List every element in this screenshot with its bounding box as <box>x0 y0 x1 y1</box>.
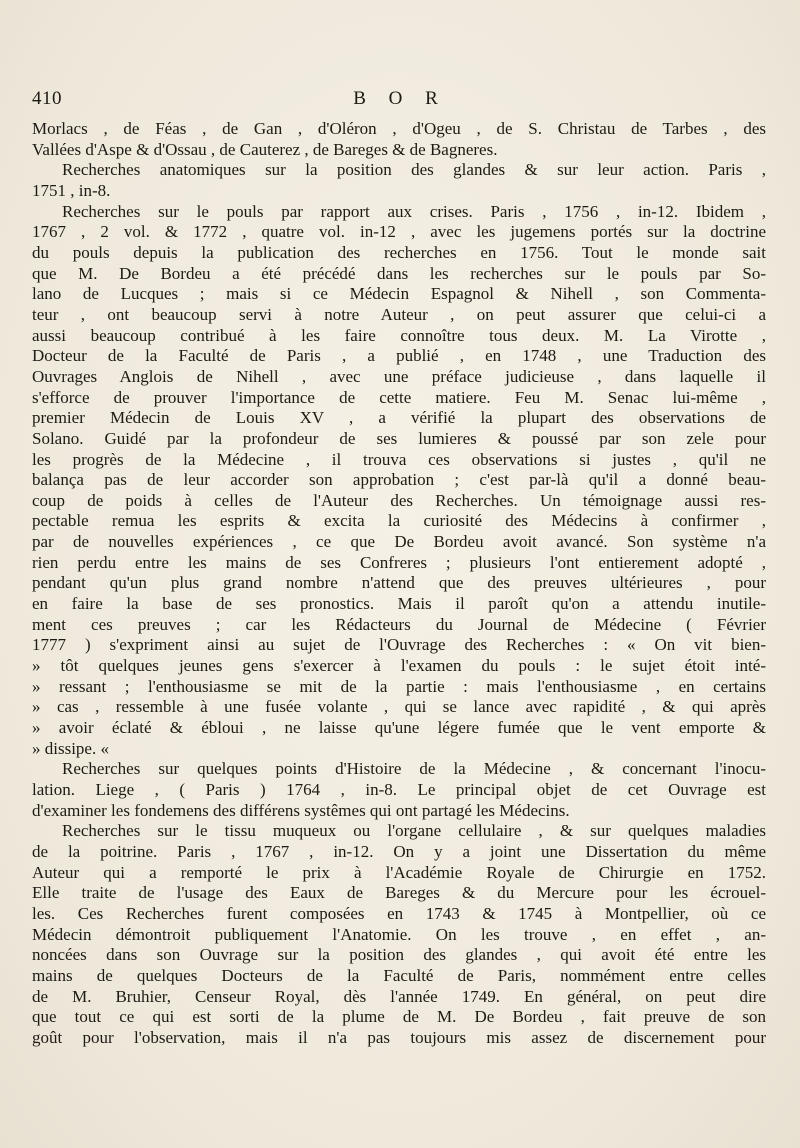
text-line: les progrès de la Médecine , il trouva ces observations si justes , qu'il ne <box>32 449 766 469</box>
body-text <box>32 119 766 1049</box>
text-line: Elle traite de l'usage des Eaux de Bareges & du Mercure pour les écrouel- <box>32 883 766 903</box>
text-line: d'examiner les fondemens des différens systêmes qui ont partagé les Médecins. <box>32 800 570 820</box>
text-line: Recherches sur quelques points d'Histoire de la Médecine , & concernant l'inocu- <box>62 759 766 779</box>
text-line: Vallées d'Aspe & d'Ossau , de Cauterez , de Bareges & de Bagneres. <box>32 139 498 159</box>
text-line: Médecin démontroit publiquement l'Anatomie. On les trouve , en effet , an- <box>32 924 766 944</box>
text-line: lation. Liege , ( Paris ) 1764 , in-8. Le principal objet de cet Ouvrage est <box>32 780 766 799</box>
text-line: » ressant ; l'enthousiasme se mit de la partie : mais l'enthousiasme , en certains <box>32 676 766 696</box>
text-line: pendant qu'un plus grand nombre n'attend que des preuves ultérieures , pour <box>32 573 766 593</box>
text-line: 1767 , 2 vol. & 1772 , quatre vol. in-12 , avec les jugemens portés sur la doctrine <box>32 222 766 242</box>
text-line: Recherches anatomiques sur la position des glandes & sur leur action. Paris , <box>62 160 766 180</box>
text-line: Auteur qui a remporté le prix à l'Académie Royale de Chirurgie en 1752. <box>32 862 766 882</box>
text-line: rien perdu entre les mains de ses Confreres ; plusieurs l'ont entierement adopté , <box>32 552 766 572</box>
text-line: » dissipe. « <box>32 738 109 758</box>
text-line: » tôt quelques jeunes gens s'exercer à l'examen du pouls : le sujet étoit inté- <box>32 656 766 676</box>
text-line: Recherches sur le pouls par rapport aux crises. Paris , 1756 , in-12. Ibidem , <box>62 201 766 221</box>
text-line: les. Ces Recherches furent composées en 1743 & 1745 à Montpellier, où ce <box>32 903 766 923</box>
text-line: lano de Lucques ; mais si ce Médecin Espagnol & Nihell , son Commenta- <box>32 284 766 304</box>
text-line: du pouls depuis la publication des recherches en 1756. Tout le monde sait <box>32 242 766 262</box>
text-line: par de nouvelles expériences , ce que De Bordeu avoit avancé. Son système n'a <box>32 532 766 552</box>
text-line: coup de poids à celles de l'Auteur des Recherches. Un témoignage aussi res- <box>32 490 766 510</box>
text-line: Solano. Guidé par la profondeur de ses lumieres & poussé par son zele pour <box>32 428 766 448</box>
text-line: aussi beaucoup contribué à les faire connoître tous deux. M. La Virotte , <box>32 325 766 345</box>
text-line: Ouvrages Anglois de Nihell , avec une préface judicieuse , dans laquelle il <box>32 366 766 386</box>
text-line: 1777 ) s'expriment ainsi au sujet de l'Ouvrage des Recherches : « On vit bien- <box>32 635 766 655</box>
text-line: que M. De Bordeu a été précédé dans les recherches sur le pouls par So- <box>32 263 766 283</box>
text-line: Morlacs , de Féas , de Gan , d'Oléron , d'Ogeu , de S. Christau de Tarbes , des <box>32 119 766 138</box>
text-line: en faire la base de ses pronostics. Mais il paroît qu'on a attendu inutile- <box>32 594 766 614</box>
text-line: noncées dans son Ouvrage sur la position des glandes , qui avoit été entre les <box>32 945 766 965</box>
text-line: de M. Bruhier, Censeur Royal, dès l'année 1749. En général, on peut dire <box>32 986 766 1006</box>
text-line: s'efforce de prouver l'importance de cette matiere. Feu M. Senac lui-même , <box>32 387 766 407</box>
running-head: B O R <box>353 88 447 109</box>
text-line: de la poitrine. Paris , 1767 , in-12. On y a joint une Dissertation du même <box>32 841 766 861</box>
text-line: pectable remua les esprits & excita la curiosité des Médecins à confirmer , <box>32 511 766 531</box>
text-line: » avoir éclaté & ébloui , ne laisse qu'une légere fumée que le vent emporte & <box>32 718 766 738</box>
text-line: mains de quelques Docteurs de la Faculté de Paris, nommément entre celles <box>32 965 766 985</box>
text-line: » cas , ressemble à une fusée volante , qui se lance avec rapidité , & qui après <box>32 697 766 717</box>
page-header <box>32 88 768 112</box>
page-number: 410 <box>32 88 62 109</box>
text-line: Recherches sur le tissu muqueux ou l'organe cellulaire , & sur quelques maladies <box>62 821 766 841</box>
text-line: Docteur de la Faculté de Paris , a publié , en 1748 , une Traduction des <box>32 346 766 366</box>
text-line: que tout ce qui est sorti de la plume de M. De Bordeu , fait preuve de son <box>32 1007 766 1027</box>
text-line: goût pour l'observation, mais il n'a pas toujours mis assez de discernement pour <box>32 1027 766 1047</box>
text-line: premier Médecin de Louis XV , a vérifié la plupart des observations de <box>32 408 766 428</box>
text-line: balança pas de leur accorder son approbation ; c'est par-là qu'il a donné beau- <box>32 470 766 490</box>
text-line: teur , ont beaucoup servi à notre Auteur , on peut assurer que celui-ci a <box>32 304 766 324</box>
text-line: 1751 , in-8. <box>32 180 111 200</box>
text-line: ment ces preuves ; car les Rédacteurs du Journal de Médecine ( Février <box>32 614 766 634</box>
